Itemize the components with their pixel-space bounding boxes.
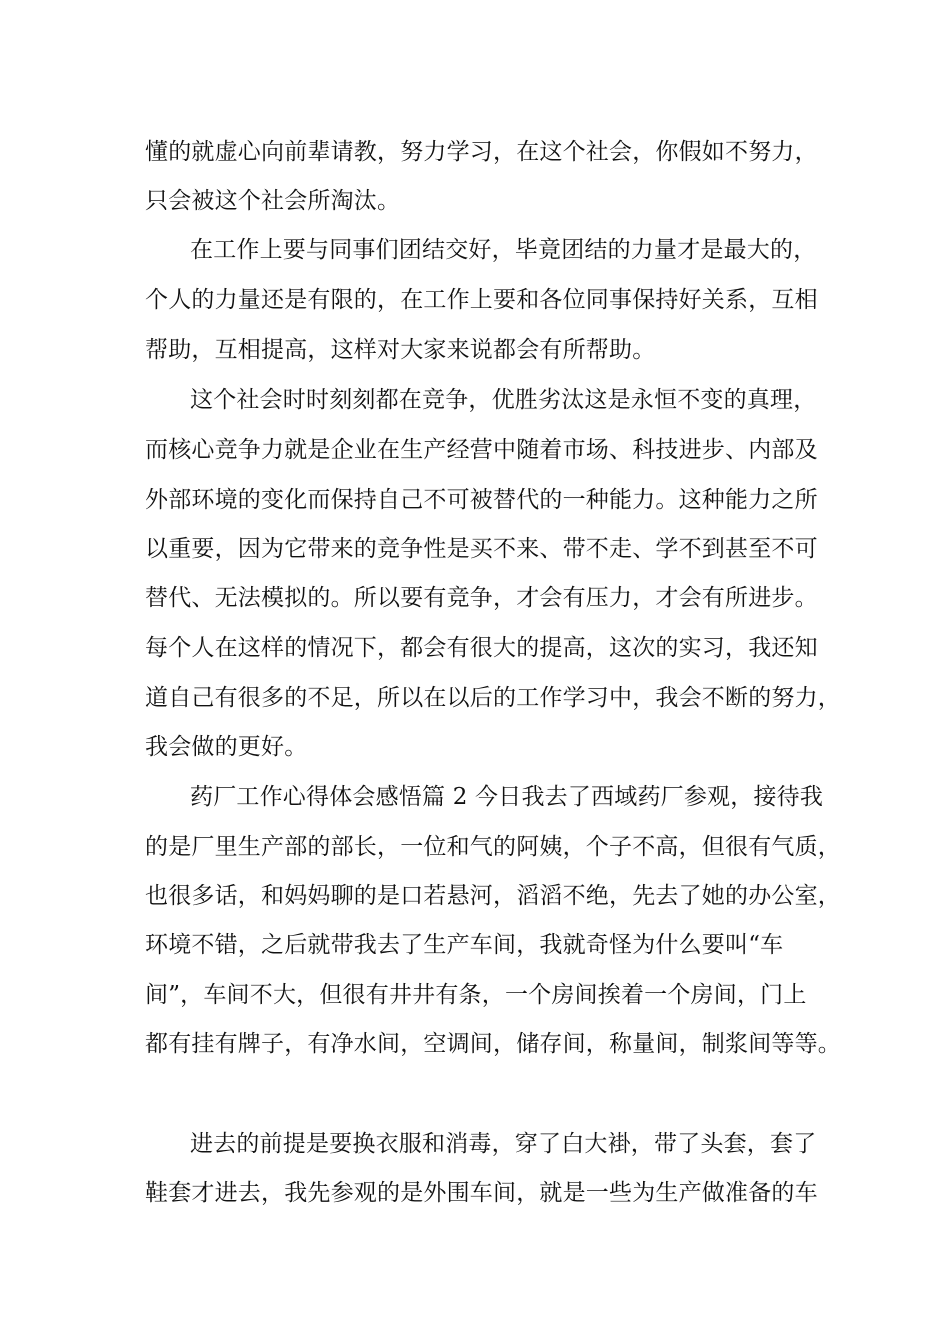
text-line-18: 间”，车间不大，但很有井井有条，一个房间挨着一个房间，门上 (145, 982, 807, 1008)
paragraph-start-line: 这个社会时时刻刻都在竞争，优胜劣汰这是永恒不变的真理， (190, 387, 817, 413)
text-line-1: 懂的就虚心向前辈请教，努力学习，在这个社会，你假如不努力， (145, 139, 818, 165)
text-line-9: 以重要，因为它带来的竞争性是买不来、带不走、学不到甚至不可 (145, 536, 818, 562)
text-line-7: 而核心竞争力就是企业在生产经营中随着市场、科技进步、内部及 (145, 437, 818, 463)
text-line-11: 每个人在这样的情况下，都会有很大的提高，这次的实习，我还知 (145, 635, 818, 661)
text-line-21: 鞋套才进去，我先参观的是外围车间，就是一些为生产做准备的车 (145, 1180, 818, 1206)
text-line-13: 我会做的更好。 (145, 734, 308, 760)
text-line-8: 外部环境的变化而保持自己不可被替代的一种能力。这种能力之所 (145, 487, 818, 513)
text-line-19: 都有挂有牌子，有净水间，空调间，储存间，称量间，制浆间等等。 (145, 1031, 841, 1057)
paragraph-start-line: 药厂工作心得体会感悟篇 2 今日我去了西域药厂参观，接待我 (190, 784, 824, 810)
text-line-15: 的是厂里生产部的部长，一位和气的阿姨，个子不高，但很有气质， (145, 834, 841, 860)
text-line-2: 只会被这个社会所淘汰。 (145, 188, 401, 214)
text-line-16: 也很多话，和妈妈聊的是口若悬河，滔滔不绝，先去了她的办公室， (145, 883, 841, 909)
text-line-10: 替代、无法模拟的。所以要有竞争，才会有压力，才会有所进步。 (145, 585, 818, 611)
text-line-17: 环境不错，之后就带我去了生产车间，我就奇怪为什么要叫“车 (145, 932, 784, 958)
paragraph-start-line: 在工作上要与同事们团结交好，毕竟团结的力量才是最大的， (190, 237, 817, 263)
text-line-5: 帮助，互相提高，这样对大家来说都会有所帮助。 (145, 337, 656, 363)
text-line-12: 道自己有很多的不足，所以在以后的工作学习中，我会不断的努力， (145, 685, 841, 711)
text-line-4: 个人的力量还是有限的，在工作上要和各位同事保持好关系，互相 (145, 287, 818, 313)
paragraph-start-line: 进去的前提是要换衣服和消毒，穿了白大褂，带了头套，套了 (190, 1131, 817, 1157)
